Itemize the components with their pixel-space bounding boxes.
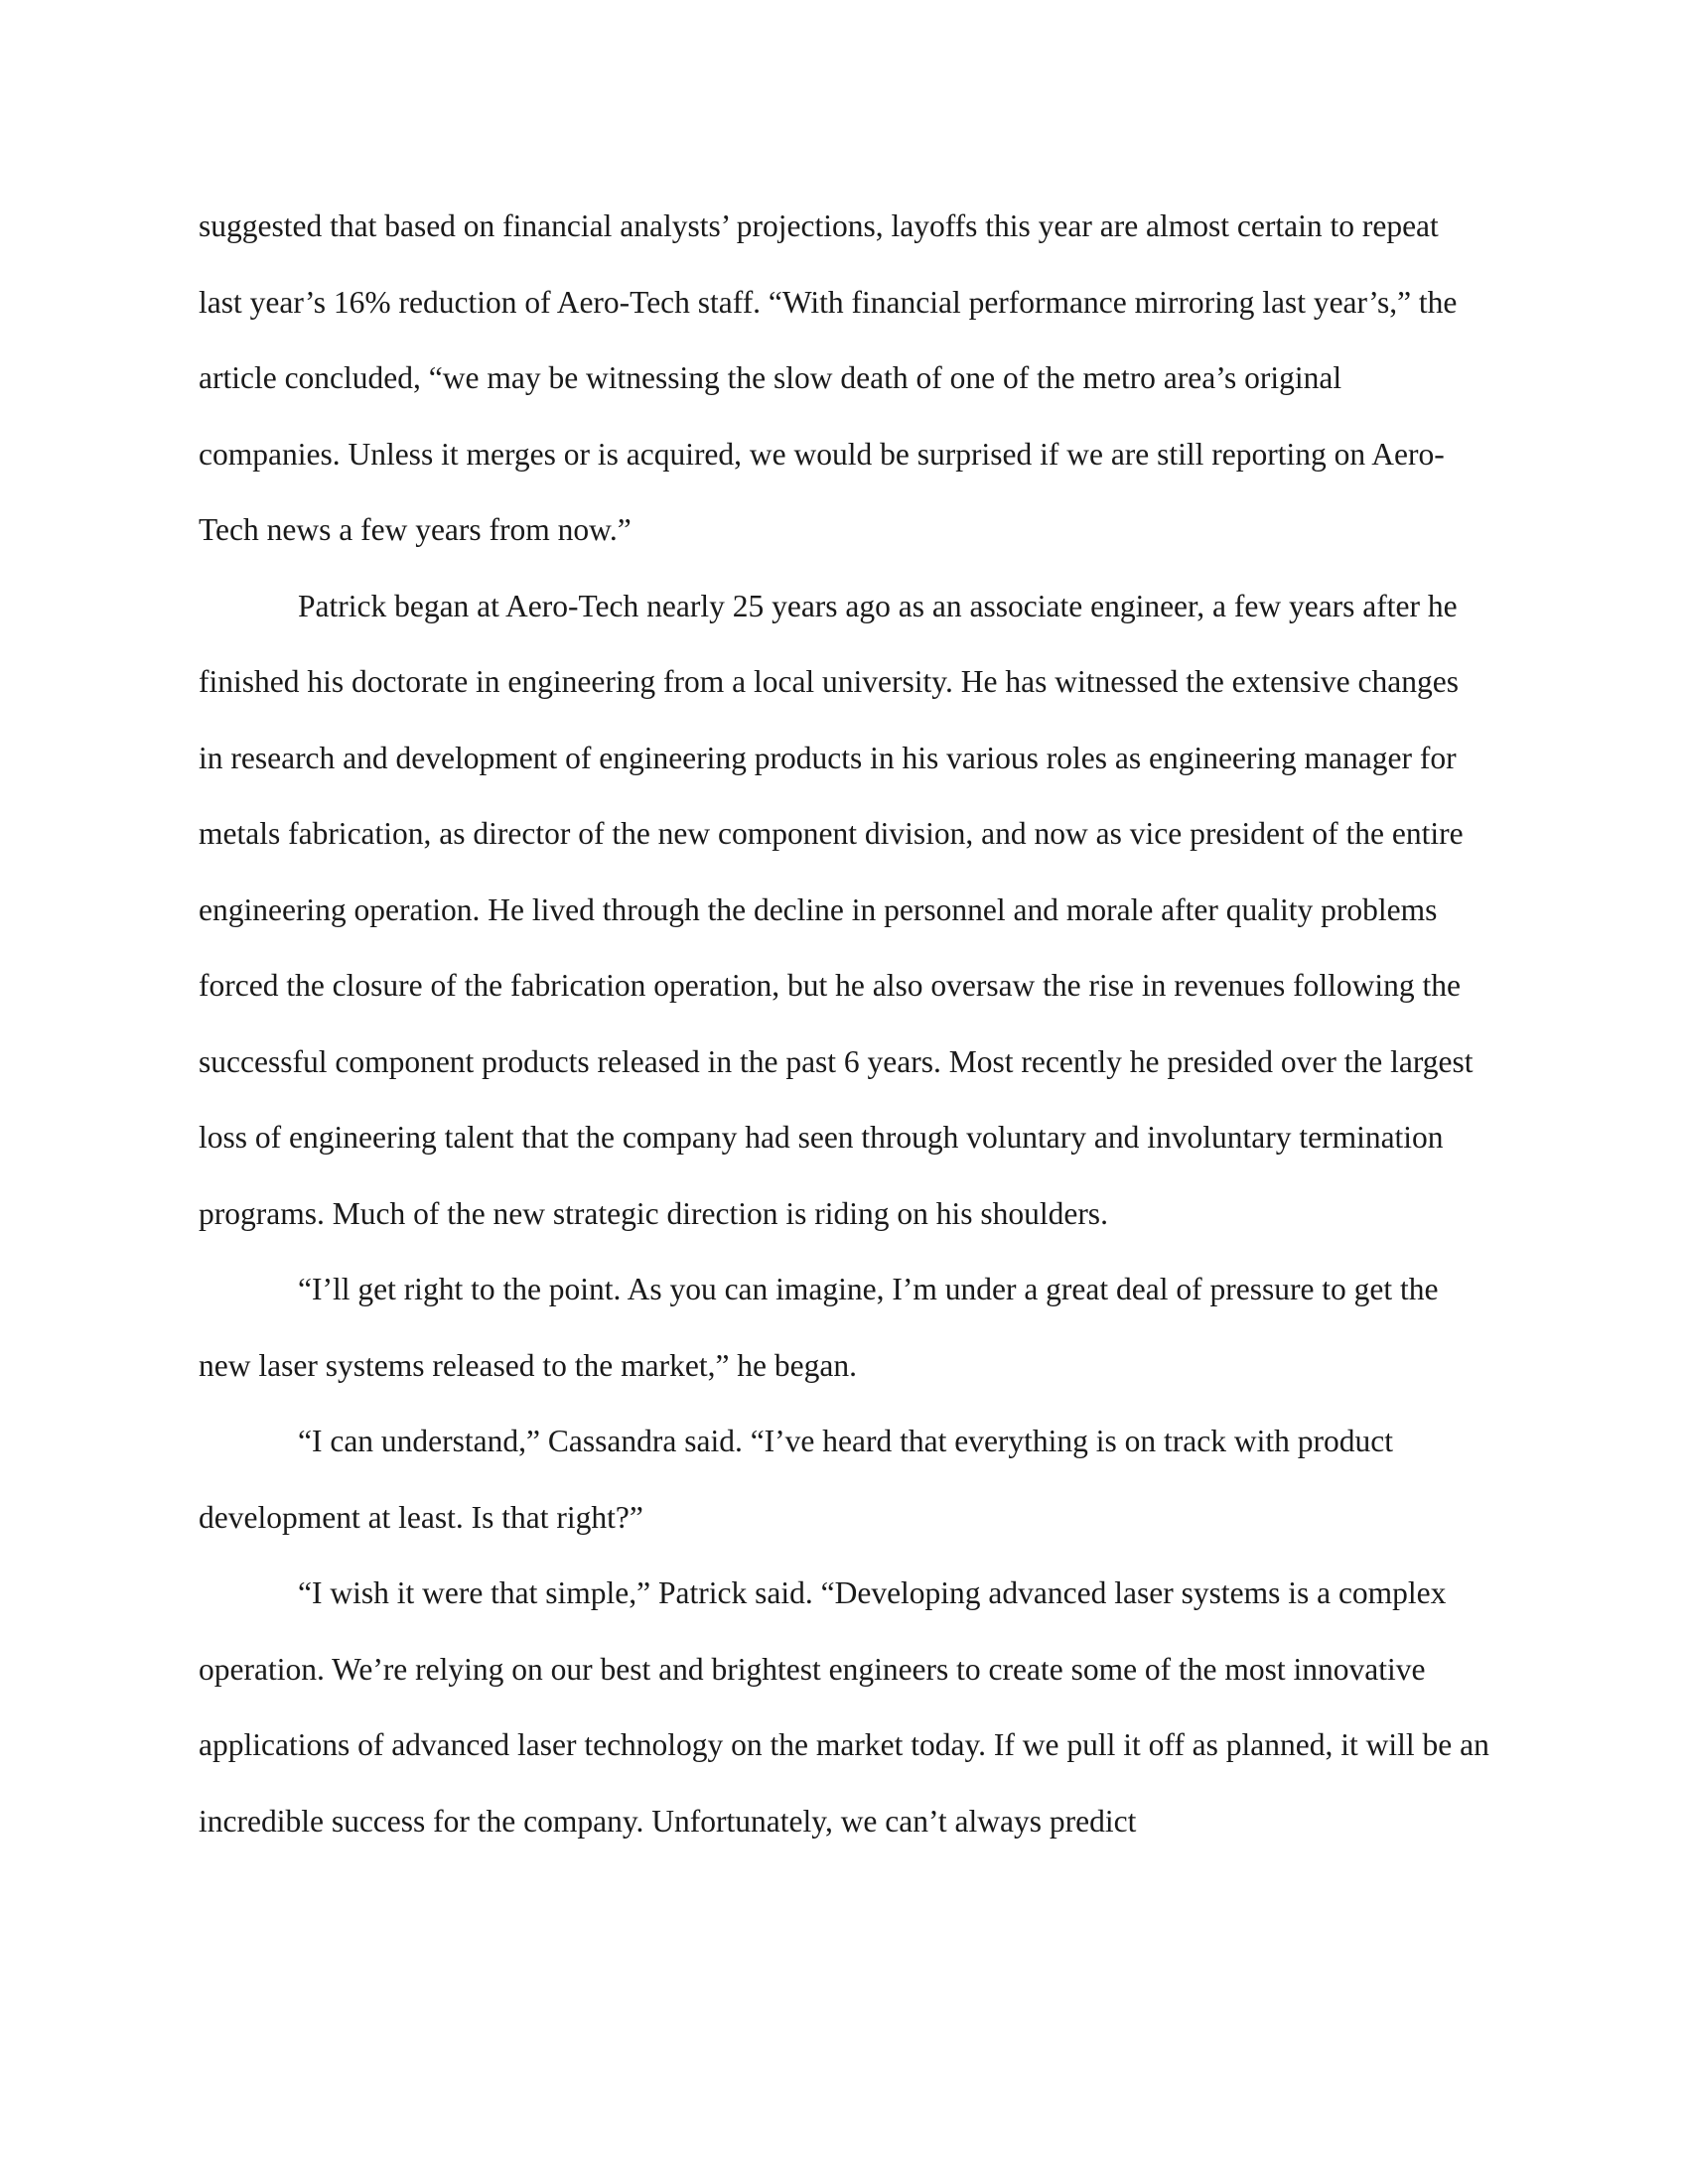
body-text bbox=[199, 189, 1489, 1859]
paragraph-1: suggested that based on financial analysts’ projections, layoffs this year are almost certain to repeat last year’s 16% reduction of Aero-Tech staff. “With financial performance mirroring last year’s,” the article concluded, “we may be witnessing the slow death of one of the metro area’s original companies. Unless it merges or is acquired, we would be surprised if we are still reporting on Aero-Tech news a few years from now.” bbox=[199, 208, 1458, 547]
paragraph-3: “I’ll get right to the point. As you can imagine, I’m under a great deal of pressure to get the new laser systems released to the market,” he began. bbox=[199, 1272, 1439, 1383]
paragraph-2: Patrick began at Aero-Tech nearly 25 years ago as an associate engineer, a few years after he finished his doctorate in engineering from a local university. He has witnessed the extensive changes in research and development of engineering products in his various roles as engineering manager for metals fabrication, as director of the new component division, and now as vice president of the entire engineering operation. He lived through the decline in personnel and morale after quality problems forced the closure of the fabrication operation, but he also oversaw the rise in revenues following the successful component products released in the past 6 years. Most recently he presided over the largest loss of engineering talent that the company had seen through voluntary and involuntary termination programs. Much of the new strategic direction is riding on his shoulders. bbox=[199, 588, 1474, 1231]
paragraph-5: “I wish it were that simple,” Patrick said. “Developing advanced laser systems is a complex operation. We’re relying on our best and brightest engineers to create some of the most innovative applications of advanced laser technology on the market today. If we pull it off as planned, it will be an incredible success for the company. Unfortunately, we can’t always predict bbox=[199, 1575, 1489, 1839]
paragraph-4: “I can understand,” Cassandra said. “I’ve heard that everything is on track with product development at least. Is that right?” bbox=[199, 1424, 1393, 1535]
